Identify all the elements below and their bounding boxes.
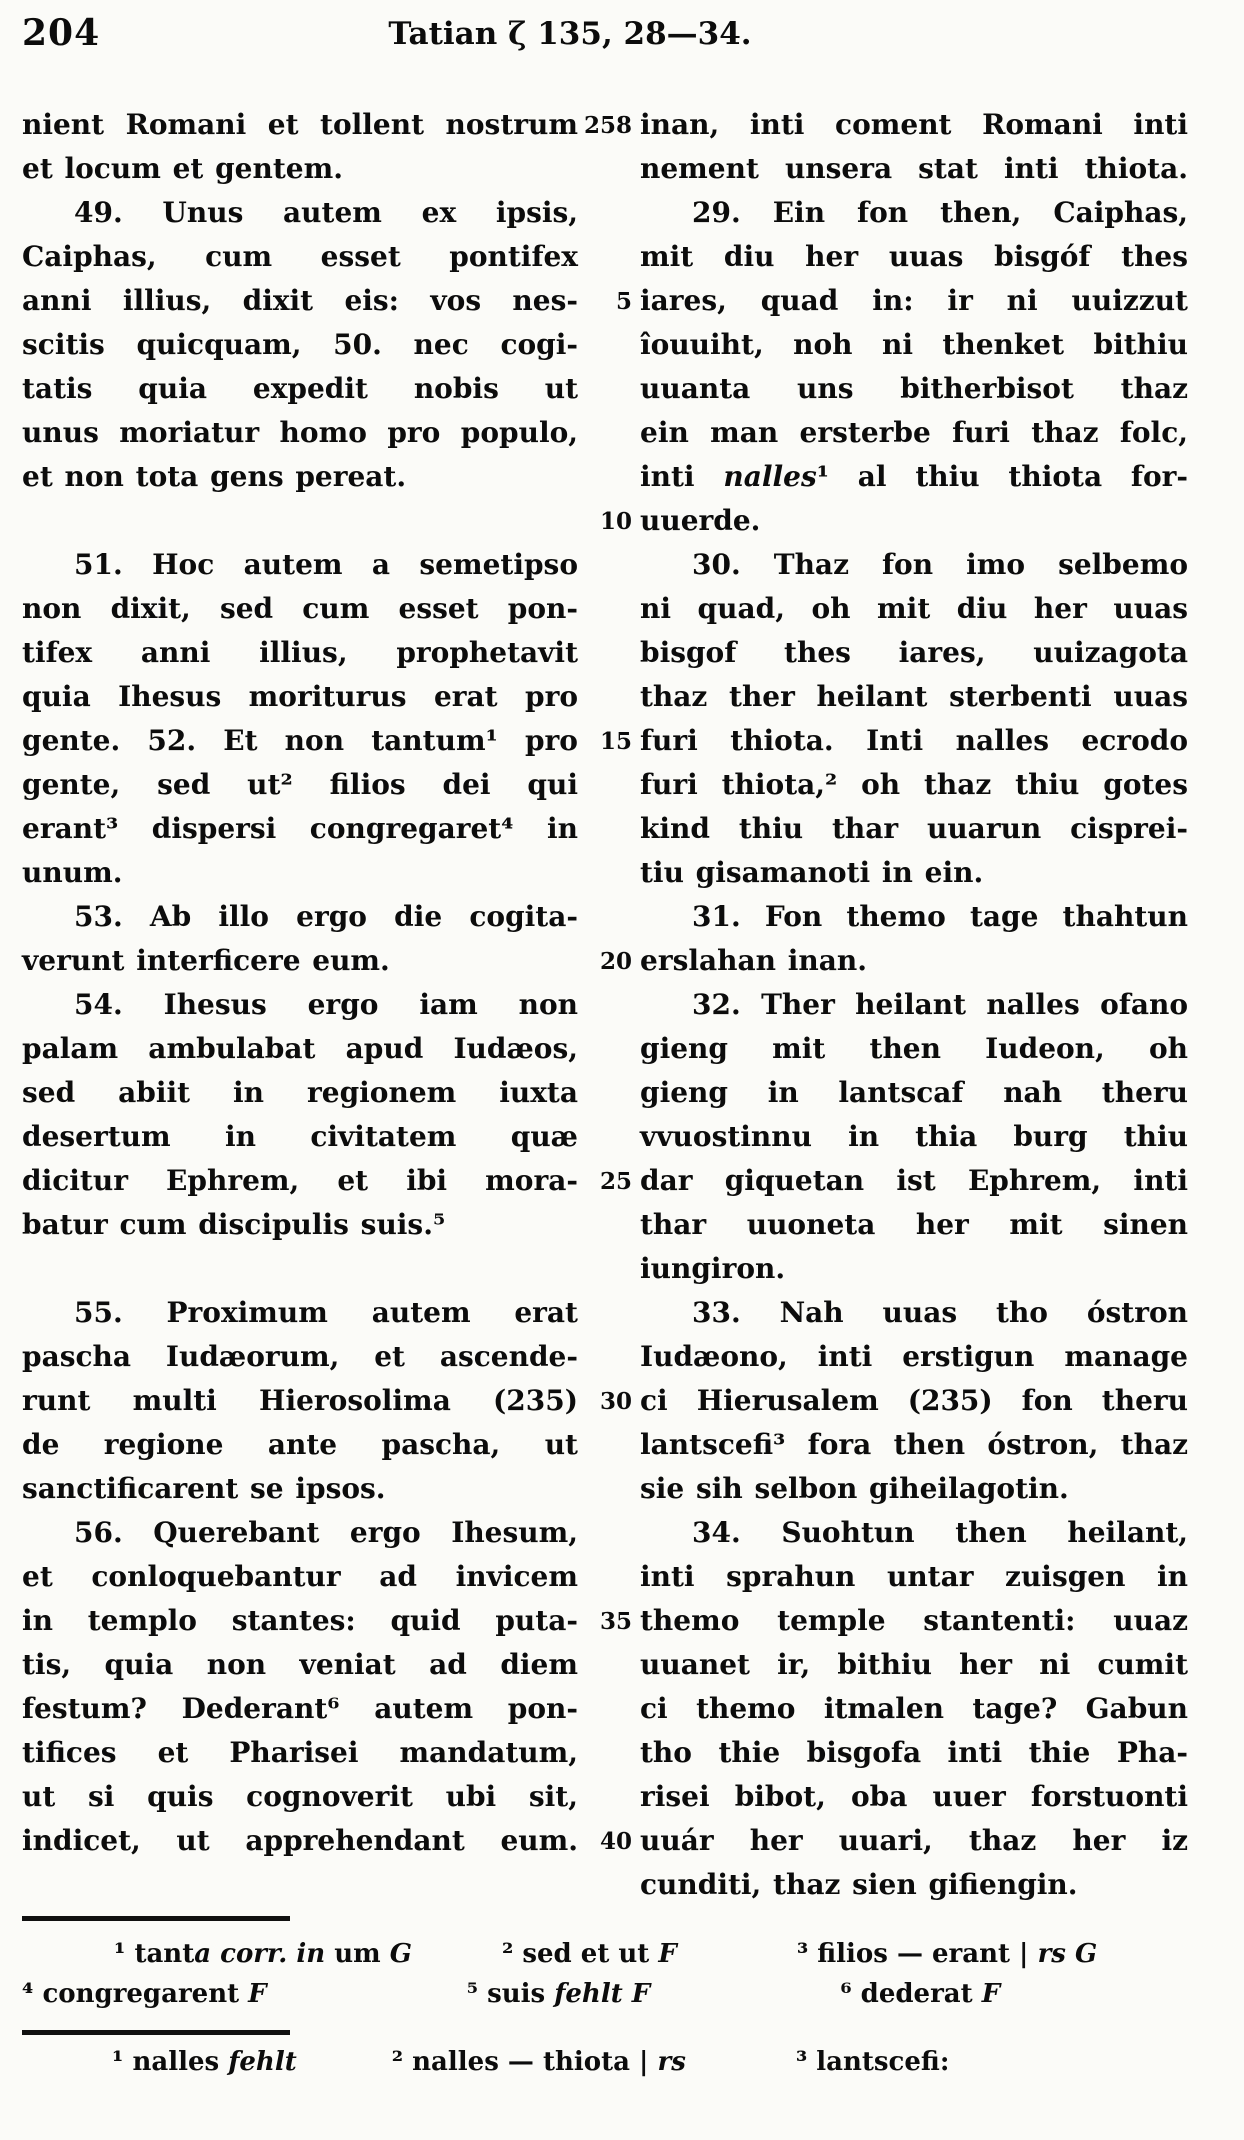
text-line: risei bibot, oba uuer forstuonti	[640, 1780, 1188, 1813]
text-line: 49. Unus autem ex ipsis,	[74, 196, 578, 229]
text-line: batur cum discipulis suis.⁵	[22, 1208, 446, 1241]
text-line: dicitur Ephrem, et ibi mora-	[22, 1164, 578, 1197]
line-number: 30	[599, 1388, 632, 1415]
text-line: festum? Dederant⁶ autem pon-	[22, 1692, 578, 1725]
text-line: nient Romani et tollent nostrum	[22, 108, 578, 141]
text-line: mit diu her uuas bisgóf thes	[640, 240, 1188, 273]
text-line: non dixit, sed cum esset pon-	[22, 592, 578, 625]
text-line: 31. Fon themo tage thahtun	[692, 900, 1188, 933]
text-line: Caiphas, cum esset pontifex	[22, 240, 578, 273]
text-line: uuár her uuari, thaz her iz	[640, 1824, 1188, 1857]
text-line: ci Hierusalem (235) fon theru	[640, 1384, 1188, 1417]
line-number: 5	[615, 288, 632, 315]
text-line: thar uuoneta her mit sinen	[640, 1208, 1188, 1241]
text-line: de regione ante pascha, ut	[22, 1428, 578, 1461]
latin-apparatus-line	[22, 1976, 1202, 2012]
text-line: 30. Thaz fon imo selbemo	[692, 548, 1188, 581]
text-line: inti nalles¹ al thiu thiota for-	[640, 460, 1188, 493]
apparatus-entry: ³ filios — erant | rs G	[796, 1939, 1098, 1969]
text-line: ni quad, oh mit diu her uuas	[640, 592, 1188, 625]
text-line: scitis quicquam, 50. nec cogi-	[22, 328, 578, 361]
line-number-gutter	[578, 103, 640, 1907]
old-high-german-column	[640, 103, 1188, 1907]
text-line: pascha Iudæorum, et ascende-	[22, 1340, 578, 1373]
text-line: ut si quis cognoverit ubi sit,	[22, 1780, 578, 1813]
text-line: unus moriatur homo pro populo,	[22, 416, 578, 449]
text-line: ein man ersterbe furi thaz folc,	[640, 416, 1188, 449]
text-line: 32. Ther heilant nalles ofano	[692, 988, 1188, 1021]
text-line: et locum et gentem.	[22, 152, 343, 185]
german-apparatus-line	[22, 2044, 1244, 2080]
text-line: anni illius, dixit eis: vos nes-	[22, 284, 578, 317]
text-line: furi thiota. Inti nalles ecrodo	[640, 724, 1188, 757]
text-line: uuerde.	[640, 504, 761, 537]
text-line: sie sih selbon giheilagotin.	[640, 1472, 1069, 1505]
apparatus-entry: ¹ tanta corr. in um G	[114, 1939, 412, 1969]
parallel-text-body	[22, 103, 1188, 1907]
text-line: gieng in lantscaf nah theru	[640, 1076, 1188, 1109]
text-line: dar giquetan ist Ephrem, inti	[640, 1164, 1188, 1197]
text-line: lantscefi³ fora then óstron, thaz	[640, 1428, 1188, 1461]
text-line: vvuostinnu in thia burg thiu	[640, 1120, 1188, 1153]
text-line: 34. Suohtun then heilant,	[692, 1516, 1188, 1549]
text-line: nement unsera stat inti thiota.	[640, 152, 1188, 185]
text-line: sed abiit in regionem iuxta	[22, 1076, 578, 1109]
apparatus-entry: ³ lantscefi:	[795, 2047, 950, 2077]
line-number: 35	[599, 1608, 632, 1635]
apparatus-entry: ² nalles — thiota | rs	[391, 2047, 686, 2077]
text-line: ci themo itmalen tage? Gabun	[640, 1692, 1188, 1725]
line-number: 15	[599, 728, 632, 755]
text-line: et conloquebantur ad invicem	[22, 1560, 578, 1593]
text-line: 33. Nah uuas tho óstron	[692, 1296, 1188, 1329]
text-line: bisgof thes iares, uuizagota	[640, 636, 1188, 669]
running-title: Tatian ζ 135, 28—34.	[388, 16, 752, 52]
footnote-rule-german	[22, 2030, 290, 2035]
text-line: et non tota gens pereat.	[22, 460, 407, 493]
blank-line	[22, 1247, 578, 1291]
text-line: sanctificarent se ipsos.	[22, 1472, 386, 1505]
text-line: iares, quad in: ir ni uuizzut	[640, 284, 1188, 317]
text-line: cunditi, thaz sien gifiengin.	[640, 1868, 1078, 1901]
text-line: desertum in civitatem quæ	[22, 1120, 578, 1153]
line-number: 258	[583, 112, 632, 139]
text-line: tiu gisamanoti in ein.	[640, 856, 984, 889]
apparatus-entry: ¹ nalles fehlt	[112, 2047, 297, 2077]
text-line: runt multi Hierosolima (235)	[22, 1384, 578, 1417]
text-line: quia Ihesus moriturus erat pro	[22, 680, 578, 713]
page-number: 204	[22, 12, 101, 54]
apparatus-entry: ⁶ dederat F	[840, 1979, 1001, 2009]
text-line: erslahan inan.	[640, 944, 867, 977]
text-line: kind thiu thar uuarun cisprei-	[640, 812, 1188, 845]
page-header	[0, 12, 1244, 64]
footnote-rule-latin	[22, 1916, 290, 1921]
text-line: inti sprahun untar zuisgen in	[640, 1560, 1188, 1593]
text-line: Iudæono, inti erstigun manage	[640, 1340, 1188, 1373]
text-line: in templo stantes: quid puta-	[22, 1604, 578, 1637]
text-line: thaz ther heilant sterbenti uuas	[640, 680, 1188, 713]
text-line: gente. 52. Et non tantum¹ pro	[22, 724, 578, 757]
text-line: uuanet ir, bithiu her ni cumit	[640, 1648, 1188, 1681]
text-line: inan, inti coment Romani inti	[640, 108, 1188, 141]
text-line: 51. Hoc autem a semetipso	[74, 548, 578, 581]
text-line: tis, quia non veniat ad diem	[22, 1648, 578, 1681]
text-line: gieng mit then Iudeon, oh	[640, 1032, 1188, 1065]
text-line: tatis quia expedit nobis ut	[22, 372, 578, 405]
apparatus-entry: ⁴ congregarent F	[22, 1979, 267, 2009]
line-number: 40	[599, 1828, 632, 1855]
text-line: tho thie bisgofa inti thie Pha-	[640, 1736, 1188, 1769]
line-number: 10	[599, 508, 632, 535]
text-line: gente, sed ut² filios dei qui	[22, 768, 578, 801]
line-number: 25	[599, 1168, 632, 1195]
text-line: îouuiht, noh ni thenket bithiu	[640, 328, 1188, 361]
apparatus-entry: ² sed et ut F	[501, 1939, 677, 1969]
text-line: palam ambulabat apud Iudæos,	[22, 1032, 578, 1065]
text-line: tifex anni illius, prophetavit	[22, 636, 578, 669]
text-line: 53. Ab illo ergo die cogita-	[74, 900, 578, 933]
apparatus-entry: ⁵ suis fehlt F	[466, 1979, 651, 2009]
text-line: uuanta uns bitherbisot thaz	[640, 372, 1188, 405]
text-line: erant³ dispersi congregaret⁴ in	[22, 812, 578, 845]
text-line: verunt interficere eum.	[22, 944, 390, 977]
text-line: 29. Ein fon then, Caiphas,	[692, 196, 1188, 229]
latin-column	[22, 103, 578, 1907]
text-line: 56. Querebant ergo Ihesum,	[74, 1516, 578, 1549]
text-line: themo temple stantenti: uuaz	[640, 1604, 1188, 1637]
text-line: unum.	[22, 856, 123, 889]
text-line: furi thiota,² oh thaz thiu gotes	[640, 768, 1188, 801]
blank-line	[22, 499, 578, 543]
text-line: iungiron.	[640, 1252, 786, 1285]
latin-apparatus-line	[22, 1936, 1244, 1972]
text-line: indicet, ut apprehendant eum.	[22, 1824, 578, 1857]
line-number: 20	[599, 948, 632, 975]
text-line: 55. Proximum autem erat	[74, 1296, 578, 1329]
text-line: tifices et Pharisei mandatum,	[22, 1736, 578, 1769]
text-line: 54. Ihesus ergo iam non	[74, 988, 578, 1021]
